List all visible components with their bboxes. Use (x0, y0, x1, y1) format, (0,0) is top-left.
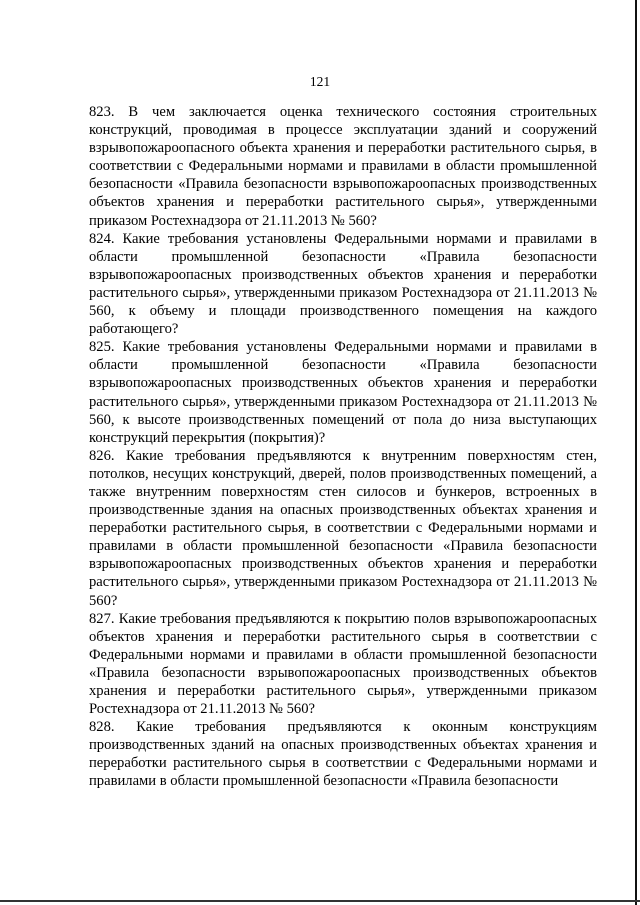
scan-edge-bottom (0, 900, 640, 902)
question-825: 825. Какие требования установлены Федеральными нормами и правилами в области промышленной безопасности «Правила безопасности взрывопожароопасных производственных объектов хранения и переработки растительного сырья», утвержденными приказом Ростехнадзора от 21.11.2013 № 560, к высоте производственных помещений от пола до низа выступающих конструкций перекрытия (покрытия)? (89, 339, 597, 446)
document-body (89, 103, 597, 791)
question-826: 826. Какие требования предъявляются к внутренним поверхностям стен, потолков, несущих конструкций, дверей, полов производственных помещений, а также внутренним поверхностям стен силосов и бункеров, встроенных в производственные здания на опасных производственных объектах хранения и переработки растительного сырья, в соответствии с Федеральными нормами и правилами в области промышленной безопасности «Правила безопасности взрывопожароопасных производственных объектов хранения и переработки растительного сырья», утвержденными приказом Ростехнадзора от 21.11.2013 № 560? (89, 447, 597, 609)
question-827: 827. Какие требования предъявляются к покрытию полов взрывопожароопасных объектов хранения и переработки растительного сырья в соответствии с Федеральными нормами и правилами в области промышленной безопасности «Правила безопасности взрывопожароопасных производственных объектов хранения и переработки растительного сырья», утвержденными приказом Ростехнадзора от 21.11.2013 № 560? (89, 610, 597, 718)
question-828: 828. Какие требования предъявляются к оконным конструкциям производственных зданий на опасных производственных объектах хранения и переработки растительного сырья в соответствии с Федеральными нормами и правилами в области промышленной безопасности «Правила безопасности (89, 719, 597, 790)
scan-edge-right (635, 0, 637, 905)
question-824: 824. Какие требования установлены Федеральными нормами и правилами в области промышленной безопасности «Правила безопасности взрывопожароопасных производственных объектов хранения и переработки растительного сырья», утвержденными приказом Ростехнадзора от 21.11.2013 № 560, к объему и площади производственного помещения на каждого работающего? (89, 230, 597, 338)
question-823: 823. В чем заключается оценка технического состояния строительных конструкций, проводимая в процессе эксплуатации зданий и сооружений взрывопожароопасного объекта хранения и переработки растительного сырья, в соответствии с Федеральными нормами и правилами в области промышленной безопасности «Правила безопасности взрывопожароопасных производственных объектов хранения и переработки растительного сырья», утвержденными приказом Ростехнадзора от 21.11.2013 № 560? (89, 104, 597, 229)
page-number: 121 (309, 74, 331, 89)
